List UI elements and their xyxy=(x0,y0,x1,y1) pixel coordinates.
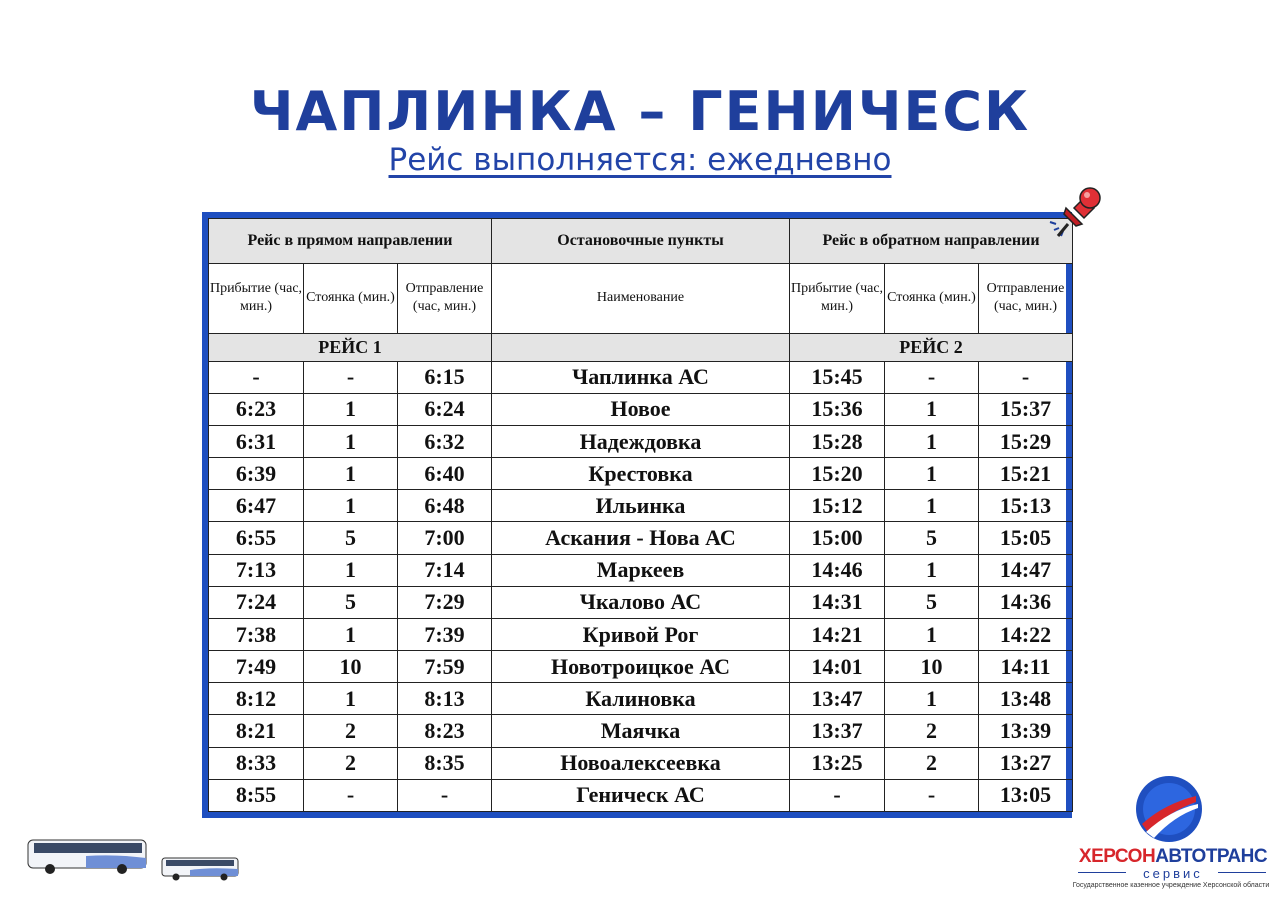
company-subname: сервис xyxy=(1143,866,1203,881)
stay-forward-cell: 10 xyxy=(304,651,398,683)
departure-backward-cell: 15:05 xyxy=(979,522,1073,554)
forward-direction-header: Рейс в прямом направлении xyxy=(209,219,492,264)
stay-forward-cell: 5 xyxy=(304,522,398,554)
stop-name-cell: Маркеев xyxy=(492,554,790,586)
departure-backward-cell: 14:22 xyxy=(979,618,1073,650)
departure-backward-cell: 14:11 xyxy=(979,651,1073,683)
departure-forward-cell: 6:48 xyxy=(398,490,492,522)
departure-forward-cell: 7:00 xyxy=(398,522,492,554)
trip-1-label: РЕЙС 1 xyxy=(209,333,492,361)
stop-name-cell: Калиновка xyxy=(492,683,790,715)
table-row xyxy=(209,618,1073,650)
arrival-forward-cell: 7:13 xyxy=(209,554,304,586)
stop-name-cell: Ильинка xyxy=(492,490,790,522)
arrival-backward-cell: - xyxy=(790,779,885,811)
departure-backward-cell: - xyxy=(979,361,1073,393)
stay-backward-cell: - xyxy=(885,361,979,393)
stay-forward-cell: - xyxy=(304,361,398,393)
arrival-backward-cell: 14:31 xyxy=(790,586,885,618)
stay-backward-cell: 1 xyxy=(885,458,979,490)
stay-backward-cell: 1 xyxy=(885,618,979,650)
departure-backward-cell: 13:48 xyxy=(979,683,1073,715)
stop-name-cell: Маячка xyxy=(492,715,790,747)
table-row xyxy=(209,458,1073,490)
stay-backward-cell: 1 xyxy=(885,490,979,522)
arrival-backward-cell: 15:28 xyxy=(790,426,885,458)
table-row xyxy=(209,554,1073,586)
table-row xyxy=(209,683,1073,715)
stop-name-cell: Новое xyxy=(492,393,790,425)
arrival-backward-cell: 13:25 xyxy=(790,747,885,779)
stop-name-cell: Надеждовка xyxy=(492,426,790,458)
timetable xyxy=(208,218,1073,812)
timetable-frame xyxy=(202,212,1072,818)
departure-backward-cell: 14:36 xyxy=(979,586,1073,618)
table-row xyxy=(209,651,1073,683)
stay-forward-cell: 5 xyxy=(304,586,398,618)
arrival-backward-cell: 14:21 xyxy=(790,618,885,650)
table-row xyxy=(209,586,1073,618)
departure-forward-cell: 7:29 xyxy=(398,586,492,618)
stay-forward-cell: 1 xyxy=(304,458,398,490)
backward-direction-header: Рейс в обратном направлении xyxy=(790,219,1073,264)
stay-forward-cell: 1 xyxy=(304,426,398,458)
stop-name-cell: Новотроицкое АС xyxy=(492,651,790,683)
stay-forward-cell: 1 xyxy=(304,683,398,715)
arrival-backward-cell: 13:37 xyxy=(790,715,885,747)
departure-backward-cell: 15:13 xyxy=(979,490,1073,522)
departure-backward-cell: 14:47 xyxy=(979,554,1073,586)
departure-backward-cell: 15:21 xyxy=(979,458,1073,490)
stop-name-cell: Крестовка xyxy=(492,458,790,490)
trip-2-label: РЕЙС 2 xyxy=(790,333,1073,361)
arrival-forward-cell: 6:47 xyxy=(209,490,304,522)
departure-backward-cell: 13:05 xyxy=(979,779,1073,811)
bus-image xyxy=(26,836,148,876)
departure-forward-cell: 6:32 xyxy=(398,426,492,458)
arrival-backward-cell: 13:47 xyxy=(790,683,885,715)
arrival-forward-cell: - xyxy=(209,361,304,393)
arrival-forward-cell: 8:12 xyxy=(209,683,304,715)
table-row xyxy=(209,747,1073,779)
company-name: ХЕРСОНАВТОТРАНС xyxy=(1078,846,1268,867)
table-row xyxy=(209,426,1073,458)
stay-backward-cell: 2 xyxy=(885,715,979,747)
stay-forward-cell: 2 xyxy=(304,747,398,779)
arrival-forward-cell: 7:49 xyxy=(209,651,304,683)
arrival-backward-cell: 14:46 xyxy=(790,554,885,586)
arrival-forward-cell: 8:21 xyxy=(209,715,304,747)
departure-backward-cell: 13:39 xyxy=(979,715,1073,747)
stay-backward-cell: 1 xyxy=(885,426,979,458)
departure-forward-cell: - xyxy=(398,779,492,811)
table-row xyxy=(209,522,1073,554)
table-row xyxy=(209,779,1073,811)
stay-backward-cell: 5 xyxy=(885,522,979,554)
arrival-backward-cell: 15:36 xyxy=(790,393,885,425)
arrival-forward-cell: 7:38 xyxy=(209,618,304,650)
arrival-forward-cell: 6:23 xyxy=(209,393,304,425)
arrival-forward-cell: 6:55 xyxy=(209,522,304,554)
stop-name-cell: Новоалексеевка xyxy=(492,747,790,779)
departure-subheader: Отправление (час, мин.) xyxy=(979,264,1073,333)
company-logo-icon xyxy=(1134,774,1204,844)
company-caption: Государственное казенное учреждение Херсонской области xyxy=(1072,882,1270,889)
stop-name-cell: Аскания - Нова АС xyxy=(492,522,790,554)
arrival-forward-cell: 7:24 xyxy=(209,586,304,618)
stay-subheader: Стоянка (мин.) xyxy=(304,264,398,333)
arrival-backward-cell: 15:45 xyxy=(790,361,885,393)
name-subheader: Наименование xyxy=(492,264,790,333)
departure-backward-cell: 13:27 xyxy=(979,747,1073,779)
departure-forward-cell: 7:14 xyxy=(398,554,492,586)
page-title: ЧАПЛИНКА – ГЕНИЧЕСК xyxy=(249,80,1031,143)
arrival-backward-cell: 15:12 xyxy=(790,490,885,522)
departure-backward-cell: 15:29 xyxy=(979,426,1073,458)
stay-forward-cell: 1 xyxy=(304,618,398,650)
stops-header: Остановочные пункты xyxy=(492,219,790,264)
subheader-row xyxy=(209,264,1073,333)
stop-name-cell: Геническ АС xyxy=(492,779,790,811)
stay-forward-cell: 1 xyxy=(304,490,398,522)
arrival-backward-cell: 15:20 xyxy=(790,458,885,490)
departure-forward-cell: 6:24 xyxy=(398,393,492,425)
stop-name-cell: Чкалово АС xyxy=(492,586,790,618)
arrival-backward-cell: 14:01 xyxy=(790,651,885,683)
departure-forward-cell: 7:39 xyxy=(398,618,492,650)
trip-spacer xyxy=(492,333,790,361)
arrival-forward-cell: 6:31 xyxy=(209,426,304,458)
departure-subheader: Отправление (час, мин.) xyxy=(398,264,492,333)
header-row xyxy=(209,219,1073,264)
arrival-subheader: Прибытие (час, мин.) xyxy=(790,264,885,333)
arrival-subheader: Прибытие (час, мин.) xyxy=(209,264,304,333)
stay-backward-cell: - xyxy=(885,779,979,811)
arrival-forward-cell: 6:39 xyxy=(209,458,304,490)
table-row xyxy=(209,715,1073,747)
stay-backward-cell: 10 xyxy=(885,651,979,683)
stay-backward-cell: 1 xyxy=(885,393,979,425)
arrival-backward-cell: 15:00 xyxy=(790,522,885,554)
stay-forward-cell: 1 xyxy=(304,554,398,586)
stay-backward-cell: 1 xyxy=(885,554,979,586)
stay-forward-cell: 2 xyxy=(304,715,398,747)
table-row xyxy=(209,361,1073,393)
departure-forward-cell: 8:13 xyxy=(398,683,492,715)
departure-forward-cell: 7:59 xyxy=(398,651,492,683)
pushpin-icon xyxy=(1046,184,1106,244)
logo-divider xyxy=(1218,872,1266,873)
arrival-forward-cell: 8:33 xyxy=(209,747,304,779)
stay-forward-cell: 1 xyxy=(304,393,398,425)
table-row xyxy=(209,393,1073,425)
bus-image xyxy=(160,854,240,882)
stay-backward-cell: 1 xyxy=(885,683,979,715)
departure-forward-cell: 6:15 xyxy=(398,361,492,393)
departure-forward-cell: 6:40 xyxy=(398,458,492,490)
departure-forward-cell: 8:23 xyxy=(398,715,492,747)
stay-subheader: Стоянка (мин.) xyxy=(885,264,979,333)
table-row xyxy=(209,490,1073,522)
departure-forward-cell: 8:35 xyxy=(398,747,492,779)
stay-backward-cell: 2 xyxy=(885,747,979,779)
schedule-frequency: Рейс выполняется: ежедневно xyxy=(388,142,892,178)
trip-row xyxy=(209,333,1073,361)
departure-backward-cell: 15:37 xyxy=(979,393,1073,425)
stay-backward-cell: 5 xyxy=(885,586,979,618)
stop-name-cell: Чаплинка АС xyxy=(492,361,790,393)
arrival-forward-cell: 8:55 xyxy=(209,779,304,811)
stay-forward-cell: - xyxy=(304,779,398,811)
stop-name-cell: Кривой Рог xyxy=(492,618,790,650)
